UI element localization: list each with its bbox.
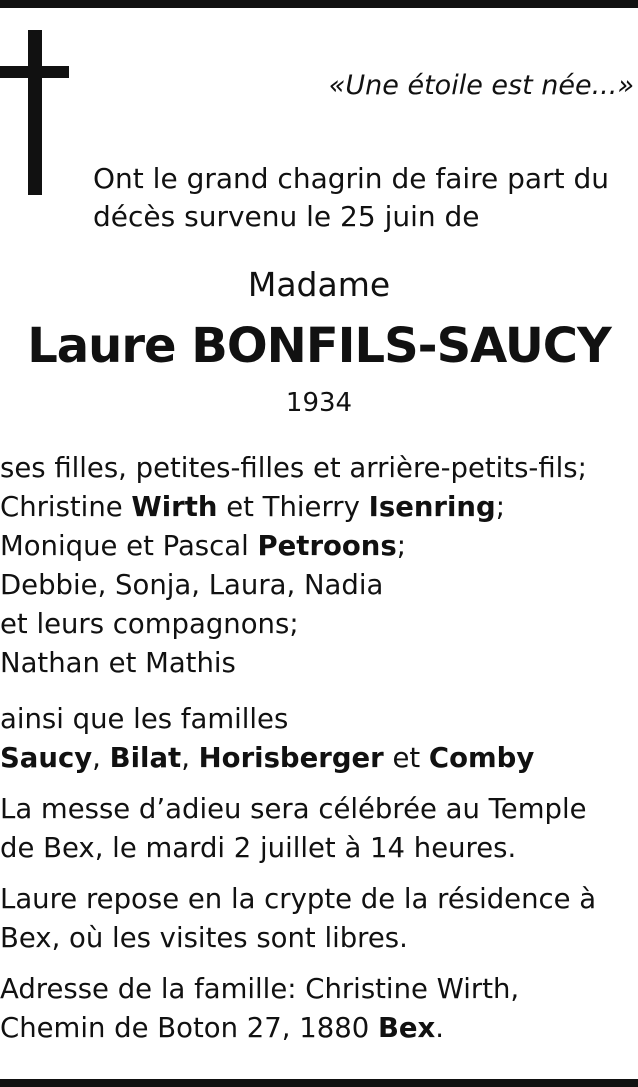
epigraph-quote: «Une étoile est née...» bbox=[328, 70, 634, 101]
funeral-service-notice bbox=[0, 790, 587, 868]
other-families-names: Saucy, Bilat, Horisberger et Comby bbox=[0, 742, 535, 774]
repose-line: Bex, où les visites sont libres. bbox=[0, 922, 408, 954]
intro-line: Ont le grand chagrin de faire part du bbox=[93, 162, 610, 195]
repose-line: Laure repose en la crypte de la résidence à bbox=[0, 883, 597, 915]
family-line: Monique et Pascal Petroons; bbox=[0, 530, 407, 562]
family-line: et leurs compagnons; bbox=[0, 608, 299, 640]
repose-notice bbox=[0, 880, 596, 958]
honorific: Madame bbox=[247, 265, 391, 304]
service-line: La messe d’adieu sera célébrée au Temple bbox=[0, 793, 587, 825]
family-line: Debbie, Sonja, Laura, Nadia bbox=[0, 569, 384, 601]
family-address bbox=[0, 970, 519, 1048]
family-list bbox=[0, 449, 587, 683]
other-families-intro: ainsi que les familles bbox=[0, 703, 289, 735]
address-line: Chemin de Boton 27, 1880 Bex. bbox=[0, 1012, 445, 1044]
bottom-border-rule bbox=[0, 1079, 638, 1087]
deceased-name: Laure BONFILS-SAUCY bbox=[27, 318, 611, 374]
top-border-rule bbox=[0, 0, 638, 8]
family-line: Christine Wirth et Thierry Isenring; bbox=[0, 491, 505, 523]
family-line: Nathan et Mathis bbox=[0, 647, 236, 679]
service-line: de Bex, le mardi 2 juillet à 14 heures. bbox=[0, 832, 517, 864]
other-families bbox=[0, 700, 534, 778]
birth-year: 1934 bbox=[285, 388, 353, 418]
cross-vertical-bar bbox=[28, 30, 42, 195]
cross-horizontal-bar bbox=[0, 66, 69, 78]
family-line: ses filles, petites-filles et arrière-petits-fils; bbox=[0, 452, 587, 484]
announcement-intro bbox=[93, 160, 609, 236]
address-line: Adresse de la famille: Christine Wirth, bbox=[0, 973, 520, 1005]
intro-line: décès survenu le 25 juin de bbox=[93, 200, 480, 233]
